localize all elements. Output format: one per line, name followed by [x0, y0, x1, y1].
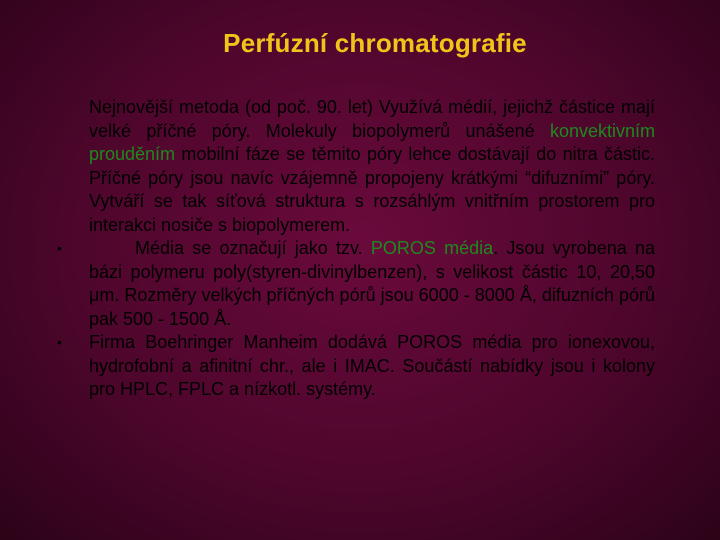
bullet-icon: • [57, 240, 62, 256]
paragraph-intro [89, 96, 655, 237]
bullet-item-boehringer [57, 331, 655, 402]
bullet-boehringer-text: Firma Boehringer Manheim dodává POROS média pro ionexovou, hydrofobní a afinitní chr., ale i IMAC. Součástí nabídky jsou i kolony pro HPLC, FPLC a nízkotl. systémy. [89, 332, 655, 399]
bullet-icon: • [57, 334, 62, 350]
slide-content [57, 96, 655, 402]
bullet-item-poros [57, 237, 655, 331]
bullet-poros-text-1: Média se označují jako tzv. [135, 238, 371, 258]
paragraph-intro-text-2: mobilní fáze se těmito póry lehce dostávají do nitra částic. Příčné póry jsou navíc vzájemně propojeny krátkými “difuzními” póry. Vytváří se tak síťová struktura s rozsáhlým vnitřním prostorem pro interakci nosiče s biopolymerem. [89, 144, 655, 235]
bullet-poros-text-2: . Jsou vyrobena na bázi polymeru poly(styren-divinylbenzen), s velikost částic 10, 20,50 μm. Rozměry velkých příčných pórů jsou 6000 - 8000 Å, difuzních pórů pak 500 - 1500 Å. [89, 238, 655, 329]
highlight-poros-media: POROS média [370, 238, 494, 258]
highlight-convective-flow: konvektivním prouděním [89, 120, 655, 164]
slide-title: Perfúzní chromatografie [223, 28, 527, 58]
paragraph-intro-text-1: Nejnovější metoda (od poč. 90. let) Využívá médií, jejichž částice mají velké příčné póry. Molekuly biopolymerů unášené [89, 97, 655, 141]
